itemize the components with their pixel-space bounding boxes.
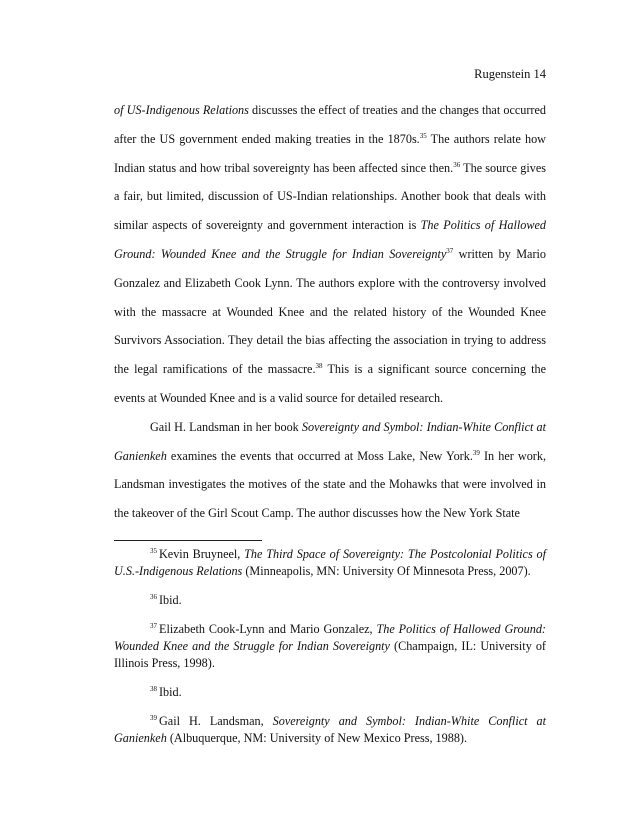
footnote-text: Gail H. Landsman,	[159, 714, 273, 728]
footnote-text: Elizabeth Cook-Lynn and Mario Gonzalez,	[159, 622, 377, 636]
text-run: The authors relate how Indian status and how tribal sovereignty has been affected since then.	[114, 131, 546, 175]
footnote-36	[114, 592, 546, 609]
footnote-number: 39	[150, 713, 157, 722]
body-text	[114, 96, 546, 528]
footnote-number: 35	[150, 546, 157, 555]
text-run: The source gives a fair, but limited, discussion of US-Indian relationships. Another book that deals with similar aspects of sovereignty and government interaction is	[114, 160, 547, 233]
italic-title: of US-Indigenous Relations	[114, 103, 249, 117]
footnote-ref-39[interactable]: 39	[472, 448, 480, 457]
footnote-ref-35[interactable]: 35	[419, 131, 427, 140]
footnote-39	[114, 713, 546, 747]
text-run: This is a significant source concerning the events at Wounded Knee and is a valid source for detailed research.	[114, 362, 546, 405]
footnote-text: Kevin Bruyneel,	[159, 547, 245, 561]
footnote-number: 36	[150, 592, 157, 601]
footnote-text: (Minneapolis, MN: University Of Minnesota Press, 2007).	[242, 564, 531, 578]
footnote-number: 38	[150, 684, 157, 693]
footnote-text: Ibid.	[159, 685, 182, 699]
footnote-title: Sovereignty and Symbol: Indian-White Conflict at Ganienkeh	[114, 714, 546, 745]
footnote-number: 37	[150, 621, 157, 630]
footnote-35	[114, 546, 546, 580]
footnote-ref-38[interactable]: 38	[315, 362, 323, 371]
footnote-37	[114, 621, 546, 672]
footnotes	[114, 546, 546, 759]
footnote-ref-37[interactable]: 37	[446, 246, 454, 255]
footnote-title: The Third Space of Sovereignty: The Postcolonial Politics of U.S.-Indigenous Relations	[114, 547, 546, 578]
paragraph-2	[114, 413, 546, 528]
running-head: Rugenstein 14	[474, 67, 546, 81]
italic-title: Sovereignty and Symbol: Indian-White Conflict at Ganienkeh	[114, 419, 546, 463]
text-run: examines the events that occurred at Moss Lake, New York.	[166, 448, 473, 463]
footnote-38	[114, 684, 546, 701]
footnote-ref-36[interactable]: 36	[453, 160, 461, 169]
text-run: In her work, Landsman investigates the motives of the state and the Mohawks that were involved in the takeover of the Girl Scout Camp. The author discusses how the New York State	[114, 448, 547, 521]
italic-title: The Politics of Hallowed Ground: Wounded Knee and the Struggle for Indian Sovereignty	[114, 218, 547, 261]
text-run: Gail H. Landsman in her book	[150, 419, 302, 434]
footnote-separator	[114, 540, 262, 541]
footnote-text: (Champaign, IL: University of Illinois Press, 1998).	[114, 639, 546, 670]
paragraph-1	[114, 96, 546, 413]
footnote-title: The Politics of Hallowed Ground: Wounded Knee and the Struggle for Indian Sovereignty	[114, 622, 546, 653]
footnote-text: Ibid.	[159, 593, 182, 607]
text-run: written by Mario Gonzalez and Elizabeth Cook Lynn. The authors explore with the controversy involved with the massacre at Wounded Knee and the related history of the Wounded Knee Survivors Association. They detail the bias affecting the association in trying to address the legal ramifications of the massacre.	[114, 246, 546, 377]
text-run: discusses the effect of treaties and the changes that occurred after the US government ended making treaties in the 1870s.	[114, 103, 546, 146]
footnote-text: (Albuquerque, NM: University of New Mexico Press, 1988).	[166, 731, 468, 745]
